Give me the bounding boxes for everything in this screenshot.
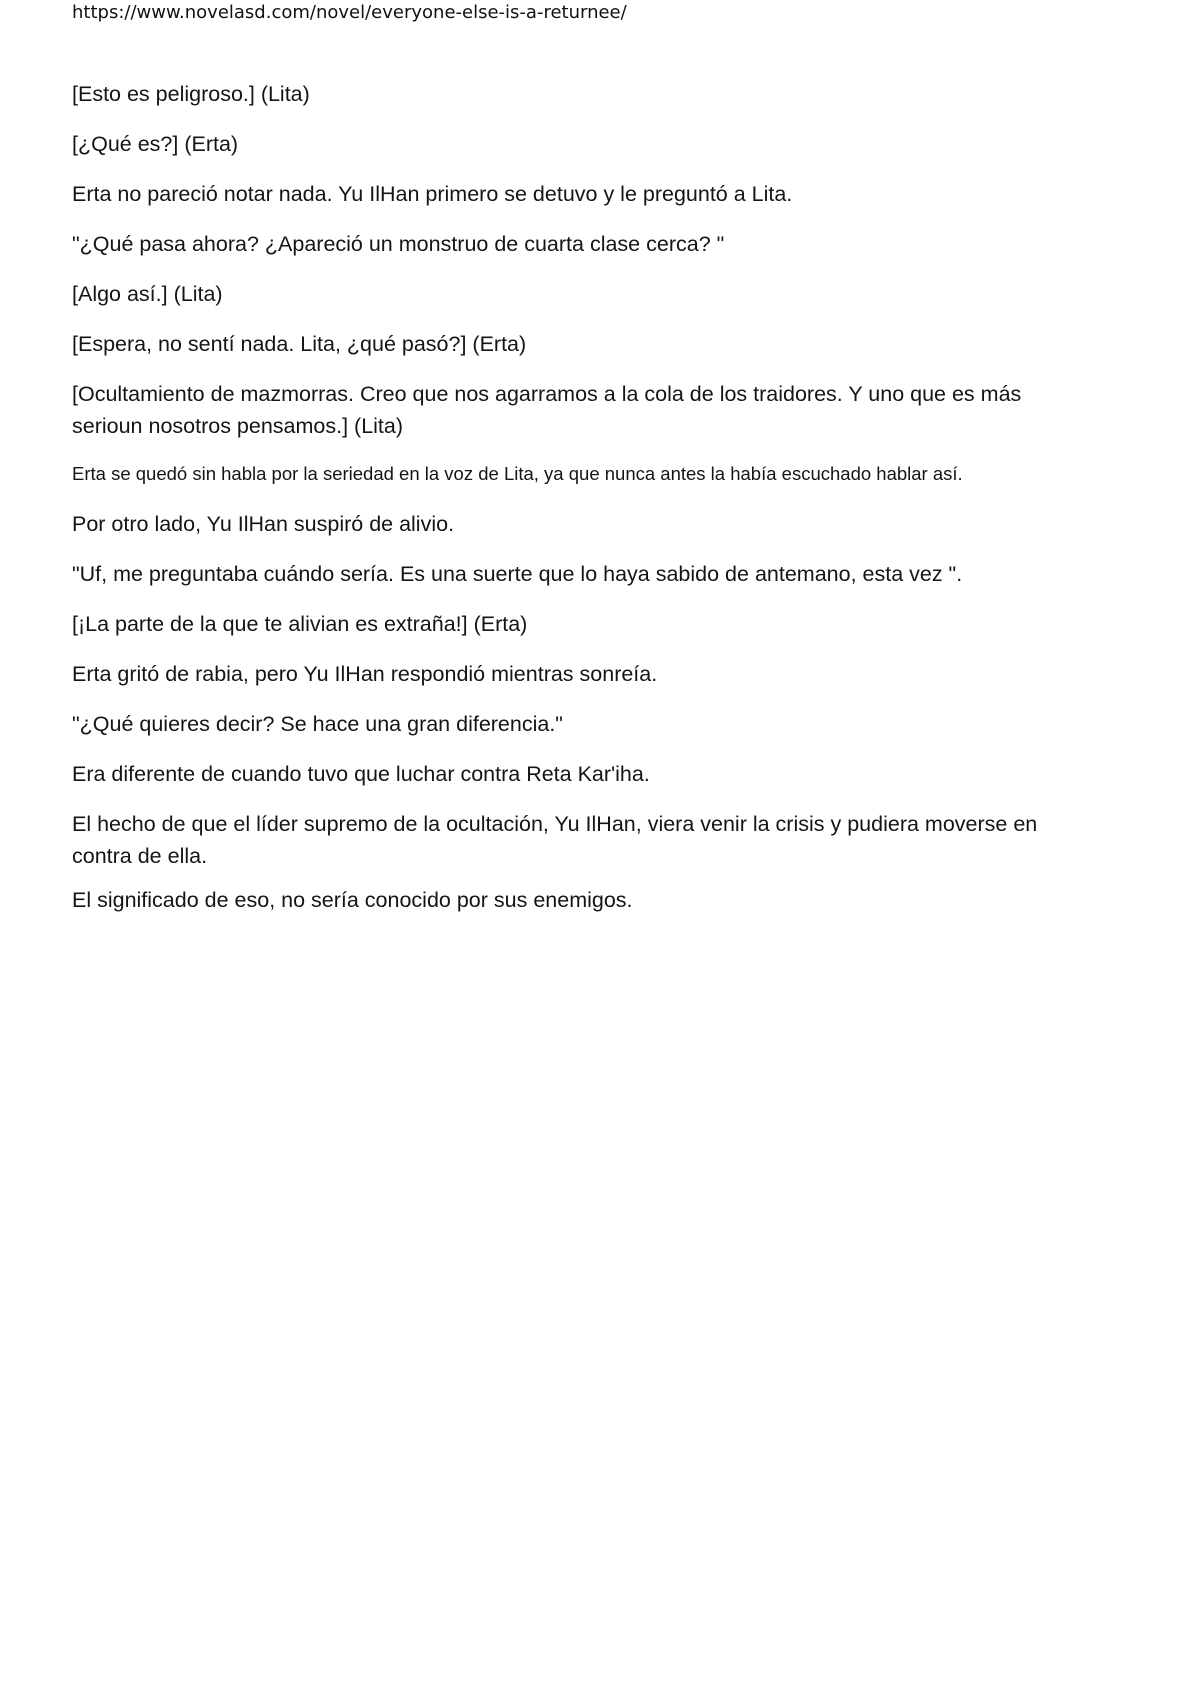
paragraph: Era diferente de cuando tuvo que luchar contra Reta Kar'iha.	[72, 762, 650, 786]
paragraph: [Espera, no sentí nada. Lita, ¿qué pasó?] (Erta)	[72, 332, 527, 356]
paragraph: Por otro lado, Yu IlHan suspiró de alivio.	[72, 512, 455, 536]
paragraph: [Algo así.] (Lita)	[72, 282, 223, 306]
paragraph: "¿Qué quieres decir? Se hace una gran diferencia."	[72, 712, 563, 736]
paragraph: El significado de eso, no sería conocido por sus enemigos.	[72, 888, 633, 912]
paragraph: Erta no pareció notar nada. Yu IlHan primero se detuvo y le preguntó a Lita.	[72, 182, 793, 206]
paragraph: [¿Qué es?] (Erta)	[72, 132, 239, 156]
paragraph: [¡La parte de la que te alivian es extraña!] (Erta)	[72, 612, 528, 636]
page-url-header: https://www.novelasd.com/novel/everyone-else-is-a-returnee/	[72, 2, 627, 23]
paragraph: "Uf, me preguntaba cuándo sería. Es una suerte que lo haya sabido de antemano, esta vez ".	[72, 562, 963, 586]
paragraph: Erta se quedó sin habla por la seriedad en la voz de Lita, ya que nunca antes la había escuchado hablar así.	[72, 463, 963, 484]
paragraph: [Esto es peligroso.] (Lita)	[72, 82, 310, 106]
paragraph: Erta gritó de rabia, pero Yu IlHan respondió mientras sonreía.	[72, 662, 658, 686]
paragraph: [Ocultamiento de mazmorras. Creo que nos agarramos a la cola de los traidores. Y uno que es más serioun nosotros pensamos.] (Lita)	[72, 382, 1022, 438]
paragraph: El hecho de que el líder supremo de la ocultación, Yu IlHan, viera venir la crisis y pudiera moverse en contra de ella.	[72, 812, 1038, 868]
paragraph: "¿Qué pasa ahora? ¿Apareció un monstruo de cuarta clase cerca? "	[72, 232, 725, 256]
document-body	[72, 78, 1082, 934]
